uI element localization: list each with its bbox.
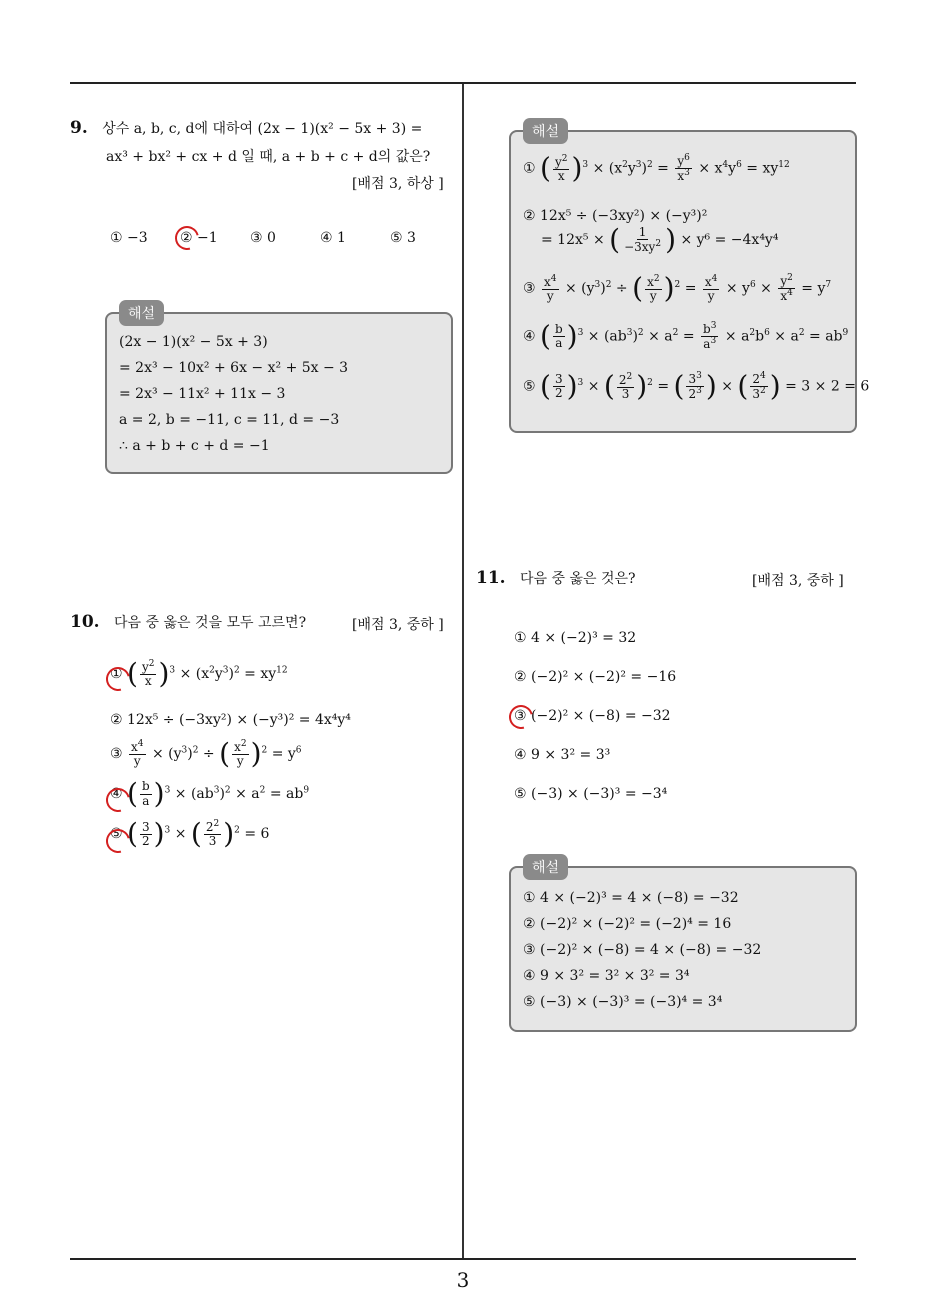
q11-score: [배점 3, 중하 ]: [752, 573, 844, 589]
q10-solution-marker: ③: [523, 280, 536, 297]
q10-header: [70, 612, 306, 632]
q10-text: 다음 중 옳은 것을 모두 고르면?: [114, 615, 307, 631]
q11-solution-line: ⑤ (−3) × (−3)³ = (−3)⁴ = 3⁴: [523, 994, 723, 1010]
column-divider: [462, 84, 464, 1258]
q11-solution-line: ① 4 × (−2)³ = 4 × (−8) = −32: [523, 890, 739, 906]
q11-header: [476, 568, 636, 588]
q11-choice-3[interactable]: ③ (−2)² × (−8) = −32: [514, 708, 671, 724]
q10-solution-line: ④ ( $\frac{b}{a}$ )$^3 \times (ab^3)^2 \times a^2$ = $\frac{b^3}{a^3}$ × $a^2b^6 \times a^2 = ab^9$: [523, 319, 849, 353]
q10-solution-tag: 해설: [523, 118, 568, 144]
q11-choice-2[interactable]: ② (−2)² × (−2)² = −16: [514, 669, 677, 685]
q10-solution-text: = 12x⁵ ×: [541, 232, 605, 249]
q10-solution-line: ③ $\frac{x^4}{y}$ × $(y^3)^2$ ÷ ( $\frac{x^2}{y}$ )$^2$ = $\frac{x^4}{y}$ × $y^6$ × $\frac{y^2}{x^4}$ = $y^7$: [523, 271, 832, 305]
q11-text: 다음 중 옳은 것은?: [520, 571, 636, 587]
q11-choice-4[interactable]: ④ 9 × 3² = 3³: [514, 747, 611, 763]
q9-solution-box: [105, 306, 453, 474]
q10-solution-marker: ①: [523, 160, 536, 177]
q10-number: 10.: [70, 612, 100, 632]
q9-choice-5[interactable]: ⑤ 3: [390, 230, 416, 246]
q10-solution-line: ⑤ ( $\frac{3}{2}$ )$^3$ × ( $\frac{2^2}{3}$ )$^2$ = ( $\frac{3^3}{2^3}$ ) × ( $\frac{2^4}{3^2}$ ) = 3 × 2 = 6: [523, 369, 870, 403]
q10-choice-1[interactable]: ① ( $\frac{y^2}{x}$ )$^3 \times (x^2y^3)^2 = xy^{12}$: [110, 657, 288, 691]
q11-number: 11.: [476, 568, 506, 588]
q10-score: [배점 3, 중하 ]: [352, 617, 444, 633]
q9-text-line2: ax³ + bx² + cx + d 일 때, a + b + c + d의 값은?: [106, 149, 431, 165]
page-number: 3: [456, 1268, 470, 1292]
q9-solution-line: ∴ a + b + c + d = −1: [119, 438, 270, 454]
q10-solution-marker: ⑤: [523, 378, 536, 395]
q9-choice-3[interactable]: ③ 0: [250, 230, 276, 246]
q10-solution-box: [509, 124, 870, 433]
q11-choice-1[interactable]: ① 4 × (−2)³ = 32: [514, 630, 637, 646]
q10-solution-line: ① ( $\frac{y^2}{x}$ )$^3 \times (x^2y^3)^2$ = $\frac{y^6}{x^3}$ × $x^4y^6 = xy^{12}$: [523, 151, 790, 185]
q9-solution-tag: 해설: [119, 300, 164, 326]
q10-solution-line: = 12x⁵ × ( $\frac{1}{-3xy^2}$ ) × y⁶ = −4x⁴y⁴: [541, 223, 779, 257]
q9-solution-line: (2x − 1)(x² − 5x + 3): [119, 334, 268, 350]
q10-choice-1-marker: ①: [110, 666, 123, 683]
q10-choice-4-marker: ④: [110, 786, 123, 802]
q9-header: [70, 118, 422, 138]
q10-choice-2[interactable]: ② 12x⁵ ÷ (−3xy²) × (−y³)² = 4x⁴y⁴: [110, 712, 351, 728]
q11-solution-line: ③ (−2)² × (−8) = 4 × (−8) = −32: [523, 942, 762, 958]
q11-solution-tag: 해설: [523, 854, 568, 880]
q11-solution-line: ④ 9 × 3² = 3² × 3² = 3⁴: [523, 968, 690, 984]
q9-solution-line: a = 2, b = −11, c = 11, d = −3: [119, 412, 340, 428]
q10-choice-3-marker: ③: [110, 746, 123, 763]
q10-solution-text: = 3 × 2 = 6: [785, 378, 870, 395]
q10-choice-3[interactable]: ③ $\frac{x^4}{y}$ × $(y^3)^2$ ÷ ( $\frac{x^2}{y}$ )$^2 = y^6$: [110, 737, 302, 771]
q10-solution-text: × y⁶ = −4x⁴y⁴: [680, 232, 779, 249]
q9-choice-4[interactable]: ④ 1: [320, 230, 346, 246]
q9-choice-1[interactable]: ① −3: [110, 230, 148, 246]
q9-score: [배점 3, 하상 ]: [352, 176, 444, 192]
answer-mark-icon: [505, 701, 538, 734]
q9-number: 9.: [70, 118, 88, 138]
q10-choice-5-marker: ⑤: [110, 826, 123, 843]
q10-solution-line: ② 12x⁵ ÷ (−3xy²) × (−y³)²: [523, 208, 708, 224]
q11-solution-line: ② (−2)² × (−2)² = (−2)⁴ = 16: [523, 916, 732, 932]
q9-choice-2[interactable]: ② −1: [180, 230, 218, 246]
q9-solution-line: = 2x³ − 10x² + 6x − x² + 5x − 3: [119, 360, 349, 376]
q11-choice-5[interactable]: ⑤ (−3) × (−3)³ = −3⁴: [514, 786, 668, 802]
q9-solution-line: = 2x³ − 11x² + 11x − 3: [119, 386, 286, 402]
q11-solution-box: [509, 860, 857, 1032]
answer-mark-icon: [171, 222, 204, 255]
q9-text-line1: 상수 a, b, c, d에 대하여 (2x − 1)(x² − 5x + 3) =: [102, 121, 423, 137]
q10-choice-5[interactable]: ⑤ ( $\frac{3}{2}$ )$^3$ × ( $\frac{2^2}{3}$ )$^2$ = 6: [110, 817, 270, 851]
q10-choice-4[interactable]: ④ ( $\frac{b}{a}$ )$^3 \times (ab^3)^2 \times a^2 = ab^9$: [110, 777, 310, 810]
bottom-rule: [70, 1258, 856, 1260]
q10-solution-marker: ④: [523, 328, 536, 345]
